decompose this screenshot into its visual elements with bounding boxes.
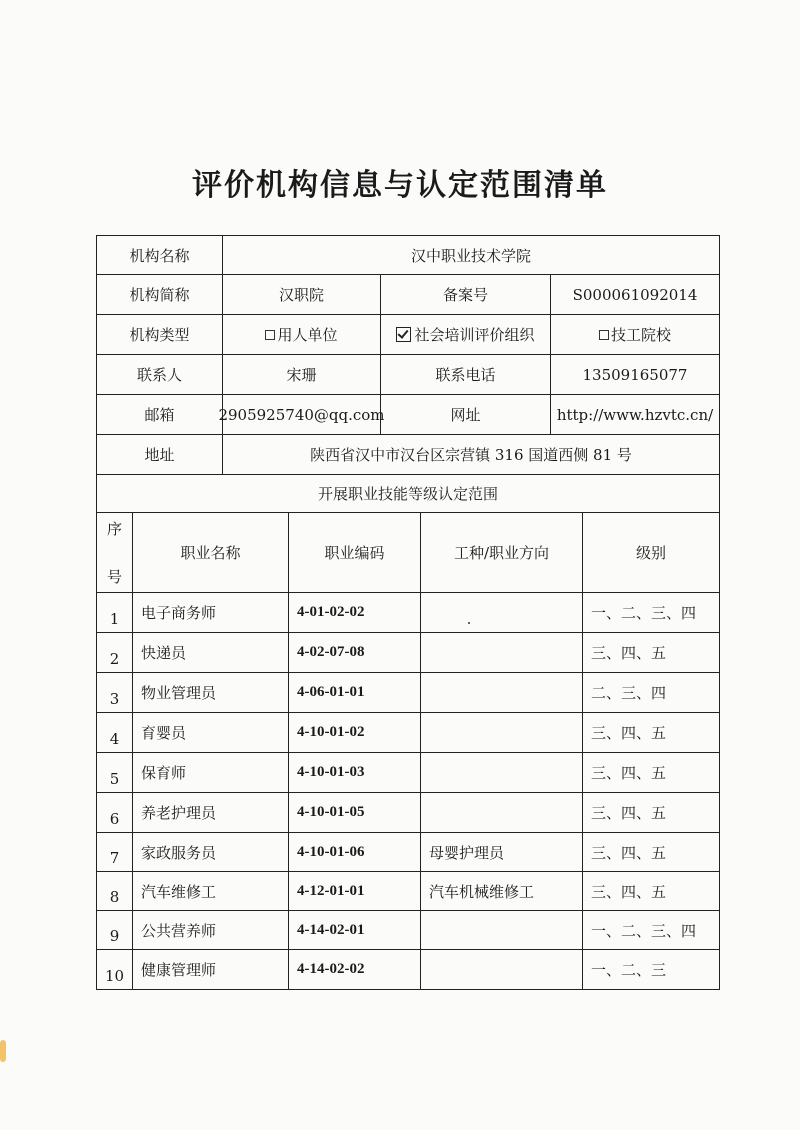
edge-stain (0, 1040, 6, 1062)
row-code: 4-14-02-01 (289, 911, 421, 950)
table-row (96, 673, 720, 713)
row-seq: 6 (97, 793, 133, 833)
row-seq: 5 (97, 753, 133, 793)
row-seq: 8 (97, 872, 133, 911)
unchecked-box-icon (599, 330, 609, 340)
row-level: 三、四、五 (583, 793, 720, 833)
website-label: 网址 (381, 395, 551, 435)
ink-speck (468, 622, 470, 624)
scope-heading-row (96, 475, 720, 513)
row-seq: 10 (97, 950, 133, 990)
address-value: 陕西省汉中市汉台区宗营镇 316 国道西侧 81 号 (223, 435, 720, 475)
row-direction (421, 911, 583, 950)
scope-heading: 开展职业技能等级认定范围 (97, 475, 720, 513)
type-option-social-training[interactable] (381, 315, 551, 355)
row-seq: 2 (97, 633, 133, 673)
table-row (96, 793, 720, 833)
row-occupation: 电子商务师 (133, 593, 289, 633)
type-option-label: 技工院校 (610, 326, 671, 344)
type-option-employer[interactable] (223, 315, 381, 355)
row-code: 4-01-02-02 (289, 593, 421, 633)
table-row (96, 753, 720, 793)
contact-value: 宋珊 (223, 355, 381, 395)
email-label: 邮箱 (97, 395, 223, 435)
email-value: 2905925740@qq.com (223, 395, 381, 435)
type-option-label: 社会培训评价组织 (414, 326, 535, 344)
row-code: 4-10-01-05 (289, 793, 421, 833)
row-occupation: 汽车维修工 (133, 872, 289, 911)
row-direction (421, 593, 583, 633)
row-direction (421, 633, 583, 673)
row-occupation: 育婴员 (133, 713, 289, 753)
phone-value: 13509165077 (551, 355, 720, 395)
record-value: S000061092014 (551, 275, 720, 315)
row-code: 4-10-01-03 (289, 753, 421, 793)
row-code: 4-14-02-02 (289, 950, 421, 990)
info-table (96, 235, 720, 990)
row-occupation: 快递员 (133, 633, 289, 673)
table-row (96, 633, 720, 673)
row-seq: 1 (97, 593, 133, 633)
header-direction: 工种/职业方向 (421, 513, 583, 593)
row-contact (96, 355, 720, 395)
header-seq-char: 序 (106, 519, 122, 538)
row-code: 4-10-01-06 (289, 833, 421, 872)
row-code: 4-06-01-01 (289, 673, 421, 713)
row-level: 三、四、五 (583, 633, 720, 673)
table-row (96, 833, 720, 872)
checked-box-icon (396, 327, 411, 342)
row-direction (421, 793, 583, 833)
name-value: 汉中职业技术学院 (223, 235, 720, 275)
row-code: 4-02-07-08 (289, 633, 421, 673)
header-level: 级别 (583, 513, 720, 593)
row-occupation: 家政服务员 (133, 833, 289, 872)
row-seq: 3 (97, 673, 133, 713)
row-seq: 7 (97, 833, 133, 872)
header-seq-char: 号 (106, 567, 122, 586)
row-level: 三、四、五 (583, 872, 720, 911)
row-level: 二、三、四 (583, 673, 720, 713)
row-code: 4-12-01-01 (289, 872, 421, 911)
address-label: 地址 (97, 435, 223, 475)
abbr-label: 机构简称 (97, 275, 223, 315)
row-direction (421, 753, 583, 793)
record-label: 备案号 (381, 275, 551, 315)
row-occupation: 养老护理员 (133, 793, 289, 833)
website-value: http://www.hzvtc.cn/ (551, 395, 720, 435)
row-seq: 4 (97, 713, 133, 753)
table-row (96, 950, 720, 990)
row-seq: 9 (97, 911, 133, 950)
scope-header-row (96, 513, 720, 593)
row-code: 4-10-01-02 (289, 713, 421, 753)
table-row (96, 872, 720, 911)
row-level: 三、四、五 (583, 833, 720, 872)
row-level: 一、二、三 (583, 950, 720, 990)
unchecked-box-icon (265, 330, 275, 340)
name-label: 机构名称 (97, 235, 223, 275)
row-direction: 汽车机械维修工 (421, 872, 583, 911)
row-direction: 母婴护理员 (421, 833, 583, 872)
row-direction (421, 950, 583, 990)
header-code: 职业编码 (289, 513, 421, 593)
table-row (96, 911, 720, 950)
document-title: 评价机构信息与认定范围清单 (192, 168, 608, 203)
row-type (96, 315, 720, 355)
table-row (96, 713, 720, 753)
contact-label: 联系人 (97, 355, 223, 395)
row-name (96, 235, 720, 275)
row-level: 一、二、三、四 (583, 911, 720, 950)
row-occupation: 保育师 (133, 753, 289, 793)
row-level: 三、四、五 (583, 753, 720, 793)
row-occupation: 公共营养师 (133, 911, 289, 950)
phone-label: 联系电话 (381, 355, 551, 395)
row-level: 一、二、三、四 (583, 593, 720, 633)
row-direction (421, 713, 583, 753)
table-row (96, 593, 720, 633)
type-option-label: 用人单位 (277, 326, 338, 344)
row-abbr (96, 275, 720, 315)
scope-table-body (96, 593, 720, 990)
row-occupation: 物业管理员 (133, 673, 289, 713)
row-occupation: 健康管理师 (133, 950, 289, 990)
type-label: 机构类型 (97, 315, 223, 355)
row-direction (421, 673, 583, 713)
row-address (96, 435, 720, 475)
row-email (96, 395, 720, 435)
header-seq (97, 513, 133, 593)
abbr-value: 汉职院 (223, 275, 381, 315)
type-option-technical-school[interactable] (551, 315, 720, 355)
header-occupation: 职业名称 (133, 513, 289, 593)
row-level: 三、四、五 (583, 713, 720, 753)
